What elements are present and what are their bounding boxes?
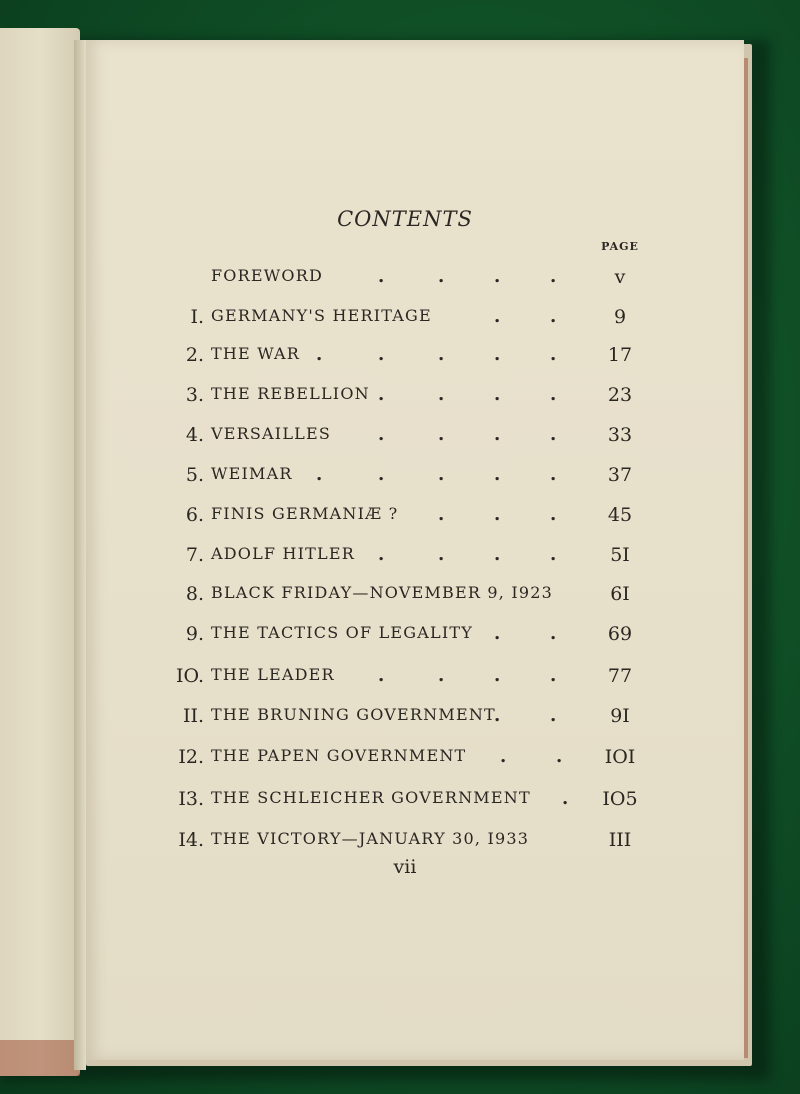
- chapter-title: THE LEADER: [211, 665, 335, 684]
- leader-dot: .: [500, 746, 507, 767]
- chapter-number: 9.: [185, 623, 204, 645]
- leader-dot: .: [494, 464, 501, 485]
- leader-dot: .: [438, 424, 445, 445]
- page-number: 69: [607, 623, 633, 645]
- leader-dot: .: [494, 665, 501, 686]
- chapter-title: THE REBELLION: [211, 384, 370, 403]
- chapter-number: 6.: [185, 504, 204, 526]
- leader-dot: .: [494, 544, 501, 565]
- chapter-title: THE PAPEN GOVERNMENT: [211, 746, 467, 765]
- chapter-number: 2.: [185, 344, 204, 366]
- page-number: 45: [607, 504, 633, 526]
- leader-dot: .: [494, 306, 501, 327]
- toc-row: [0, 306, 800, 336]
- chapter-title: ADOLF HITLER: [211, 544, 356, 563]
- toc-row: [0, 384, 800, 414]
- leader-dot: .: [438, 504, 445, 525]
- leader-dot: .: [378, 464, 385, 485]
- toc-row: [0, 544, 800, 574]
- chapter-title: BLACK FRIDAY—NOVEMBER 9, I923: [211, 583, 554, 602]
- leader-dot: .: [378, 424, 385, 445]
- chapter-number: I2.: [178, 746, 204, 768]
- toc-row: [0, 746, 800, 776]
- chapter-number: 3.: [185, 384, 204, 406]
- page-number: v: [614, 266, 626, 288]
- leader-dot: .: [550, 504, 557, 525]
- chapter-title: VERSAILLES: [211, 424, 332, 443]
- chapter-title: THE TACTICS OF LEGALITY: [211, 623, 473, 642]
- chapter-title: GERMANY'S HERITAGE: [211, 306, 432, 325]
- leader-dot: .: [494, 266, 501, 287]
- leader-dot: .: [438, 464, 445, 485]
- toc-row: [0, 788, 800, 818]
- leader-dot: .: [316, 464, 323, 485]
- leader-dot: .: [550, 424, 557, 445]
- toc-row: [0, 583, 800, 613]
- toc-row: [0, 344, 800, 374]
- page-number: III: [608, 829, 632, 851]
- page-number: 5I: [610, 544, 630, 566]
- page-column-label: PAGE: [601, 240, 639, 253]
- chapter-number: I4.: [178, 829, 204, 851]
- page-number: IO5: [602, 788, 638, 810]
- chapter-title: FINIS GERMANIÆ ?: [211, 504, 399, 523]
- leader-dot: .: [494, 424, 501, 445]
- chapter-title: THE SCHLEICHER GOVERNMENT: [211, 788, 531, 807]
- leader-dot: .: [556, 746, 563, 767]
- chapter-number: II.: [182, 705, 204, 727]
- leader-dot: .: [550, 665, 557, 686]
- toc-row: [0, 266, 800, 296]
- page-number: 23: [607, 384, 633, 406]
- toc-row: [0, 623, 800, 653]
- chapter-title: FOREWORD: [211, 266, 323, 285]
- leader-dot: .: [316, 344, 323, 365]
- chapter-number: I3.: [178, 788, 204, 810]
- leader-dot: .: [378, 266, 385, 287]
- page-number: 9I: [610, 705, 630, 727]
- cover-edge-left: [0, 1040, 80, 1076]
- page-number: 9: [613, 306, 627, 328]
- leader-dot: .: [378, 665, 385, 686]
- page-number: 77: [607, 665, 633, 687]
- page-number: 33: [607, 424, 633, 446]
- chapter-title: THE VICTORY—JANUARY 30, I933: [211, 829, 530, 848]
- leader-dot: .: [494, 623, 501, 644]
- leader-dot: .: [494, 344, 501, 365]
- leader-dot: .: [438, 266, 445, 287]
- chapter-title: WEIMAR: [211, 464, 293, 483]
- toc-row: [0, 504, 800, 534]
- chapter-number: 7.: [185, 544, 204, 566]
- toc-row: [0, 464, 800, 494]
- leader-dot: .: [378, 344, 385, 365]
- contents-heading: CONTENTS: [337, 207, 473, 231]
- chapter-number: 5.: [185, 464, 204, 486]
- leader-dot: .: [550, 705, 557, 726]
- page-number: IOI: [604, 746, 636, 768]
- chapter-title: THE WAR: [211, 344, 301, 363]
- leader-dot: .: [438, 344, 445, 365]
- leader-dot: .: [550, 306, 557, 327]
- leader-dot: .: [438, 544, 445, 565]
- leader-dot: .: [494, 384, 501, 405]
- leader-dot: .: [378, 384, 385, 405]
- leader-dot: .: [550, 344, 557, 365]
- toc-row: [0, 829, 800, 859]
- leader-dot: .: [550, 384, 557, 405]
- leader-dot: .: [562, 788, 569, 809]
- leader-dot: .: [550, 266, 557, 287]
- leader-dot: .: [494, 504, 501, 525]
- leader-dot: .: [494, 705, 501, 726]
- page-number: 17: [607, 344, 633, 366]
- toc-row: [0, 705, 800, 735]
- toc-row: [0, 665, 800, 695]
- leader-dot: .: [438, 665, 445, 686]
- leader-dot: .: [378, 544, 385, 565]
- page-folio: vii: [393, 856, 417, 878]
- leader-dot: .: [550, 623, 557, 644]
- chapter-number: IO.: [175, 665, 204, 687]
- chapter-number: I.: [190, 306, 204, 328]
- chapter-number: 4.: [185, 424, 204, 446]
- chapter-number: 8.: [185, 583, 204, 605]
- page-number: 37: [607, 464, 633, 486]
- toc-row: [0, 424, 800, 454]
- chapter-title: THE BRUNING GOVERNMENT: [211, 705, 496, 724]
- leader-dot: .: [550, 544, 557, 565]
- leader-dot: .: [438, 384, 445, 405]
- leader-dot: .: [550, 464, 557, 485]
- page-number: 6I: [610, 583, 630, 605]
